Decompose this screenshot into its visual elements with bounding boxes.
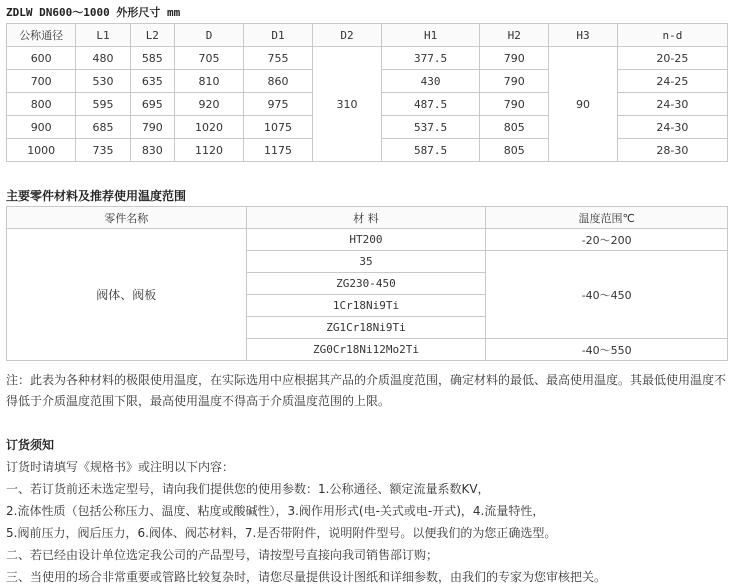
cell-n-d: 20-25 — [617, 47, 727, 70]
cell-d1: 975 — [244, 93, 313, 116]
cell-l2: 585 — [130, 47, 174, 70]
cell-l2: 790 — [130, 116, 174, 139]
cell-h2: 790 — [480, 93, 549, 116]
cell-nominal-diameter: 800 — [7, 93, 76, 116]
materials-title: 主要零件材料及推荐使用温度范围 — [6, 189, 187, 203]
header-temperature-range: 温度范围℃ — [486, 207, 728, 229]
cell-h1: 537.5 — [381, 116, 479, 139]
ordering-instructions — [6, 456, 728, 588]
header-d2: D2 — [313, 24, 382, 47]
header-d: D — [175, 24, 244, 47]
header-n-d: n-d — [617, 24, 727, 47]
cell-d: 705 — [175, 47, 244, 70]
ordering-line: 订货时请填写《规格书》或注明以下内容： — [6, 460, 235, 474]
cell-temperature: -20～200 — [486, 229, 728, 251]
cell-nominal-diameter: 600 — [7, 47, 76, 70]
cell-part-name: 阀体、阀板 — [7, 229, 247, 361]
cell-d1: 860 — [244, 70, 313, 93]
cell-h2: 790 — [480, 70, 549, 93]
cell-d1: 755 — [244, 47, 313, 70]
dimensions-header-row — [7, 24, 728, 47]
cell-material: 1Cr18Ni9Ti — [246, 295, 486, 317]
ordering-line: 三、当使用的场合非常重要或管路比较复杂时，请您尽量提供设计图纸和详细参数，由我们的专家为您审核把关。 — [6, 570, 607, 584]
cell-h2: 805 — [480, 116, 549, 139]
cell-material: 35 — [246, 251, 486, 273]
header-nominal-diameter: 公称通径 — [7, 24, 76, 47]
cell-d2-merged: 310 — [313, 47, 382, 162]
cell-n-d: 24-30 — [617, 116, 727, 139]
cell-n-d: 24-25 — [617, 70, 727, 93]
ordering-title: 订货须知 — [6, 438, 55, 452]
cell-h3-merged: 90 — [549, 47, 618, 162]
cell-l1: 595 — [76, 93, 130, 116]
header-h2: H2 — [480, 24, 549, 47]
cell-d: 810 — [175, 70, 244, 93]
header-l1: L1 — [76, 24, 130, 47]
cell-n-d: 24-30 — [617, 93, 727, 116]
ordering-line: 5.阀前压力，阀后压力，6.阀体、阀芯材料，7.是否带附件，说明附件型号。以便我们的为您正确选型。 — [6, 526, 557, 540]
cell-material: HT200 — [246, 229, 486, 251]
cell-l2: 635 — [130, 70, 174, 93]
cell-n-d: 28-30 — [617, 139, 727, 162]
cell-material: ZG1Cr18Ni9Ti — [246, 317, 486, 339]
table-row — [7, 47, 728, 70]
cell-h1: 487.5 — [381, 93, 479, 116]
cell-h1: 377.5 — [381, 47, 479, 70]
table-row — [7, 229, 728, 251]
cell-h1: 430 — [381, 70, 479, 93]
header-h1: H1 — [381, 24, 479, 47]
materials-header-row — [7, 207, 728, 229]
cell-l1: 685 — [76, 116, 130, 139]
materials-table — [6, 206, 728, 361]
cell-l2: 830 — [130, 139, 174, 162]
cell-temperature: -40～550 — [486, 339, 728, 361]
ordering-line: 2.流体性质（包括公称压力、温度、粘度或酸碱性），3.阀作用形式(电-关式或电-开式)，4.流量特性， — [6, 504, 545, 518]
cell-d: 920 — [175, 93, 244, 116]
header-l2: L2 — [130, 24, 174, 47]
ordering-line: 一、若订货前还未选定型号，请向我们提供您的使用参数：1.公称通径、额定流量系数KV， — [6, 482, 490, 496]
cell-temperature: -40～450 — [486, 251, 728, 339]
cell-h2: 790 — [480, 47, 549, 70]
cell-l1: 735 — [76, 139, 130, 162]
cell-nominal-diameter: 1000 — [7, 139, 76, 162]
cell-d1: 1075 — [244, 116, 313, 139]
cell-l2: 695 — [130, 93, 174, 116]
cell-l1: 530 — [76, 70, 130, 93]
cell-nominal-diameter: 700 — [7, 70, 76, 93]
header-d1: D1 — [244, 24, 313, 47]
header-h3: H3 — [549, 24, 618, 47]
cell-l1: 480 — [76, 47, 130, 70]
ordering-line: 二、若已经由设计单位选定我公司的产品型号，请按型号直接向我司销售部订购； — [6, 548, 439, 562]
dimensions-title: ZDLW DN600～1000 外形尺寸 mm — [6, 6, 181, 19]
cell-material: ZG230-450 — [246, 273, 486, 295]
cell-h2: 805 — [480, 139, 549, 162]
cell-d: 1120 — [175, 139, 244, 162]
cell-h1: 587.5 — [381, 139, 479, 162]
dimensions-table — [6, 23, 728, 162]
header-part-name: 零件名称 — [7, 207, 247, 229]
temperature-note: 注：此表为各种材料的极限使用温度，在实际选用中应根据其产品的介质温度范围，确定材料的最低、最高使用温度。其最低使用温度不得低于介质温度范围下限，最高使用温度不得高于介质温度范围的上限。 — [6, 373, 727, 408]
cell-material: ZG0Cr18Ni12Mo2Ti — [246, 339, 486, 361]
cell-d: 1020 — [175, 116, 244, 139]
cell-d1: 1175 — [244, 139, 313, 162]
cell-nominal-diameter: 900 — [7, 116, 76, 139]
header-material: 材 料 — [246, 207, 486, 229]
